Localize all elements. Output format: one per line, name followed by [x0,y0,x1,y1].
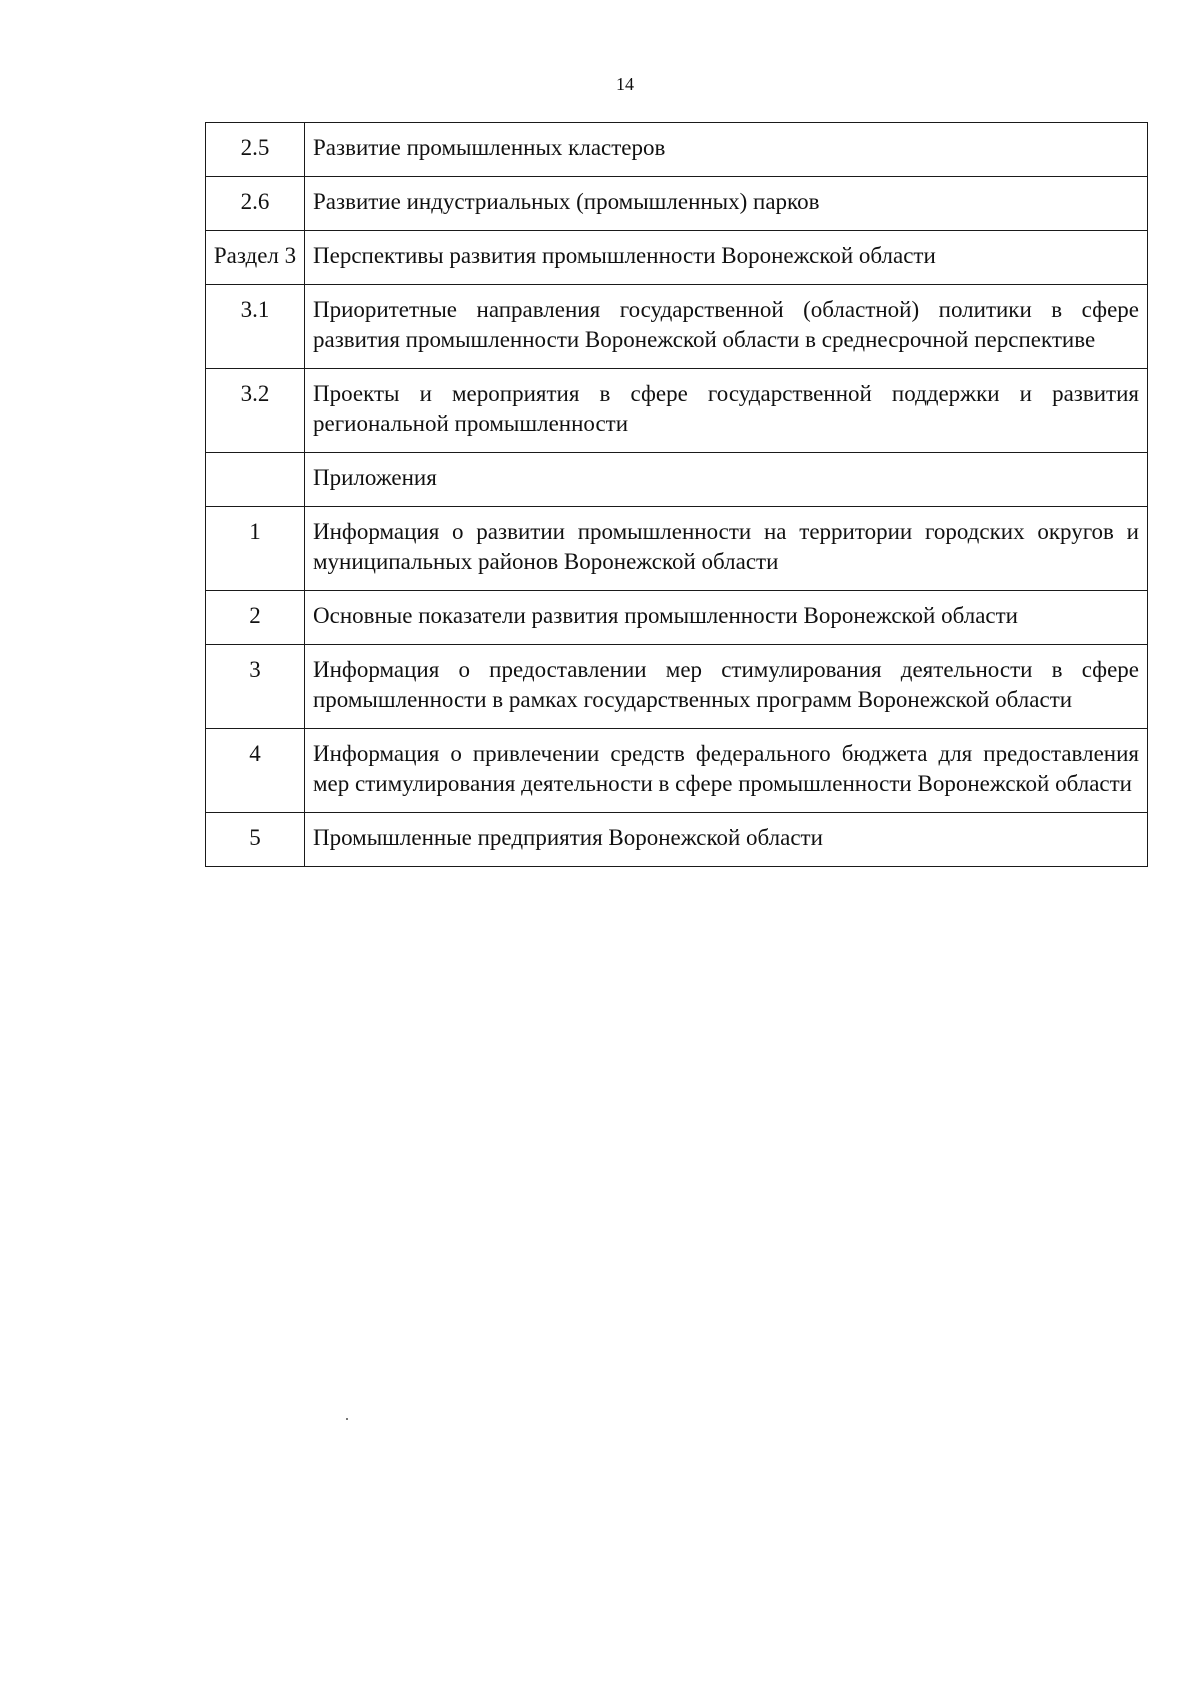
section-title: Приложения [305,453,1148,507]
table-of-contents [205,122,1148,867]
table-row [206,177,1148,231]
appendix-title: Информация о предоставлении мер стимулирования деятельности в сфере промышленности в рамках государственных программ Воронежской области [305,645,1148,729]
table-row [206,369,1148,453]
table-row [206,285,1148,369]
section-number: Раздел 3 [206,231,305,285]
appendix-title: Промышленные предприятия Воронежской области [305,813,1148,867]
section-title: Проекты и мероприятия в сфере государственной поддержки и развития региональной промышленности [305,369,1148,453]
appendix-number: 1 [206,507,305,591]
appendix-title: Основные показатели развития промышленности Воронежской области [305,591,1148,645]
section-title: Приоритетные направления государственной (областной) политики в сфере развития промышленности Воронежской области в среднесрочной перспективе [305,285,1148,369]
table-row [206,645,1148,729]
section-number: 3.2 [206,369,305,453]
section-number [206,453,305,507]
table-row [206,453,1148,507]
section-number: 3.1 [206,285,305,369]
section-number: 2.6 [206,177,305,231]
table-row [206,813,1148,867]
section-title: Развитие индустриальных (промышленных) парков [305,177,1148,231]
appendix-number: 5 [206,813,305,867]
scan-speck [346,1418,348,1420]
table-row [206,591,1148,645]
appendix-number: 3 [206,645,305,729]
table-row [206,123,1148,177]
appendix-number: 4 [206,729,305,813]
appendix-title: Информация о привлечении средств федерального бюджета для предоставления мер стимулирования деятельности в сфере промышленности Воронежской области [305,729,1148,813]
section-title: Развитие промышленных кластеров [305,123,1148,177]
page-number: 14 [616,74,634,94]
table-row [206,729,1148,813]
section-number: 2.5 [206,123,305,177]
appendix-number: 2 [206,591,305,645]
table-row [206,231,1148,285]
section-title: Перспективы развития промышленности Воронежской области [305,231,1148,285]
table-row [206,507,1148,591]
appendix-title: Информация о развитии промышленности на территории городских округов и муниципальных районов Воронежской области [305,507,1148,591]
